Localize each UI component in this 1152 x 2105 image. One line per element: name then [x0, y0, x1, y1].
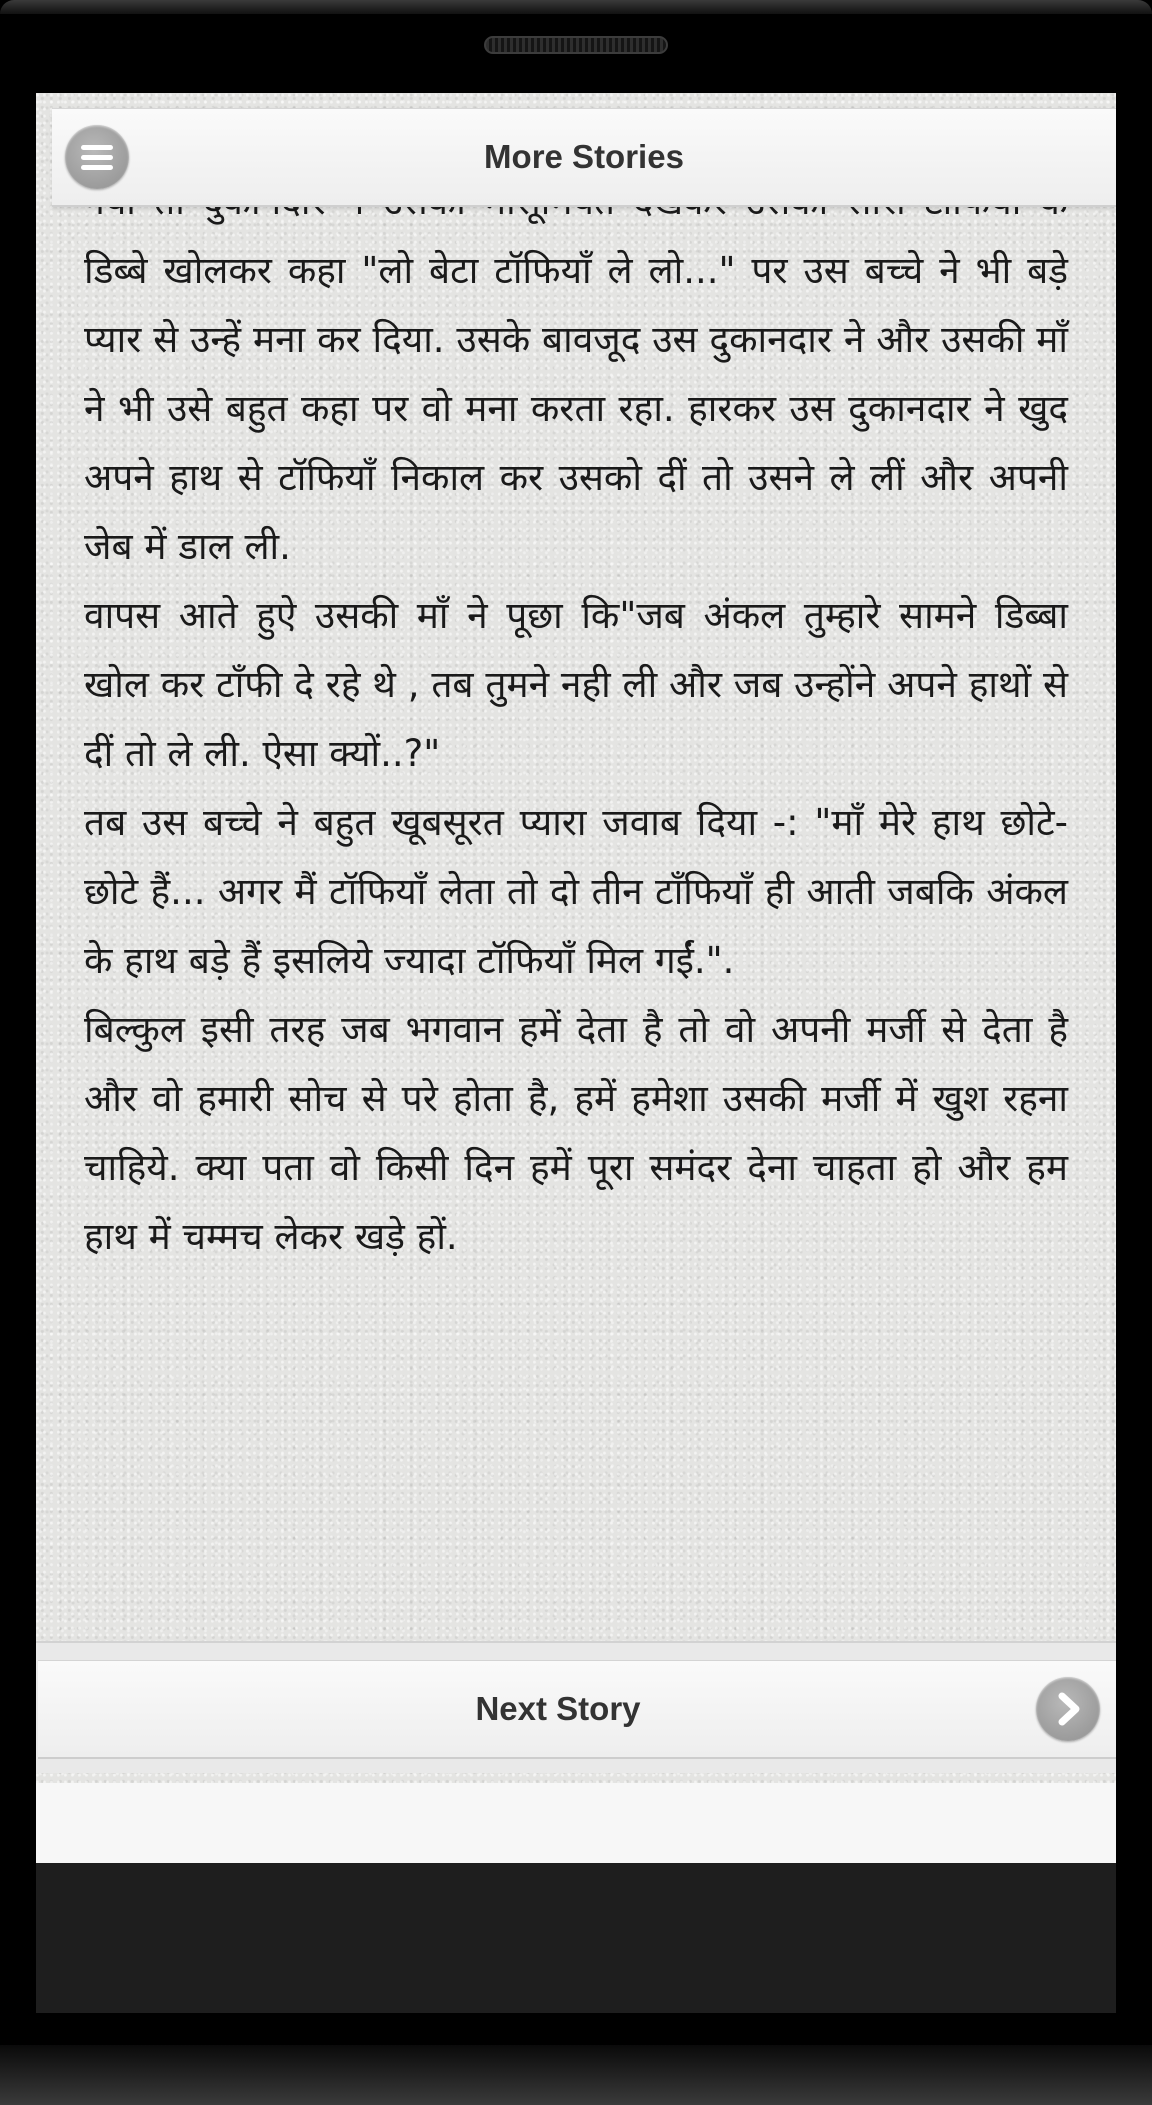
speaker-grille [484, 36, 668, 54]
story-scroll-view[interactable] [84, 215, 1068, 1615]
story-paragraph: डिब्बे खोलकर कहा "लो बेटा टॉफियाँ ले लो..." पर उस बच्चे ने भी बड़े प्यार से उन्हें मना कर दिया. उसके बावजूद उस दुकानदार ने और उसकी माँ ने भी उसे बहुत कहा पर वो मना करता रहा. हारकर उस दुकानदार ने खुद अपने हाथ से टॉफियाँ निकाल कर उसको दीं तो उसने ले लीं और अपनी जेब में डाल ली. [84, 249, 1068, 568]
story-paragraph: वापस आते हुऐ उसकी माँ ने पूछा कि"जब अंकल तुम्हारे सामने डिब्बा खोल कर टाँफी दे रहे थे , तब तुमने नही ली और जब उन्होंने अपने हाथों से दीं तो ले ली. ऐसा क्यों..?" [84, 594, 1068, 775]
device-top-edge [0, 0, 1152, 14]
story-paragraph: तब उस बच्चे ने बहुत खूबसूरत प्यारा जवाब दिया -: "माँ मेरे हाथ छोटे-छोटे हैं... अगर मैं टॉफियाँ लेता तो दो तीन टाँफियाँ ही आती जबकि अंकल के हाथ बड़े हैं इसलिये ज्यादा टॉफियाँ मिल गईं.". [84, 801, 1068, 982]
header-bar [52, 108, 1116, 207]
next-story-bar[interactable] [38, 1660, 1116, 1759]
story-body [84, 167, 1068, 1271]
story-paragraph: बिल्कुल इसी तरह जब भगवान हमें देता है तो वो अपनी मर्जी से देता है और वो हमारी सोच से परे होता है, हमें हमेशा उसकी मर्जी में खुश रहना चाहिये. क्या पता वो किसी दिन हमें पूरा समंदर देना चाहता हो और हम हाथ में चम्मच लेकर खड़े हों. [84, 1008, 1068, 1258]
bottom-area [36, 1863, 1116, 2013]
blank-area [36, 1783, 1116, 1863]
app-screen [36, 93, 1116, 2013]
next-story-label[interactable]: Next Story [475, 1690, 641, 1727]
device-bottom-bezel [0, 2045, 1152, 2105]
more-stories-button[interactable]: More Stories [484, 138, 684, 175]
chevron-right-icon[interactable] [1036, 1677, 1100, 1741]
